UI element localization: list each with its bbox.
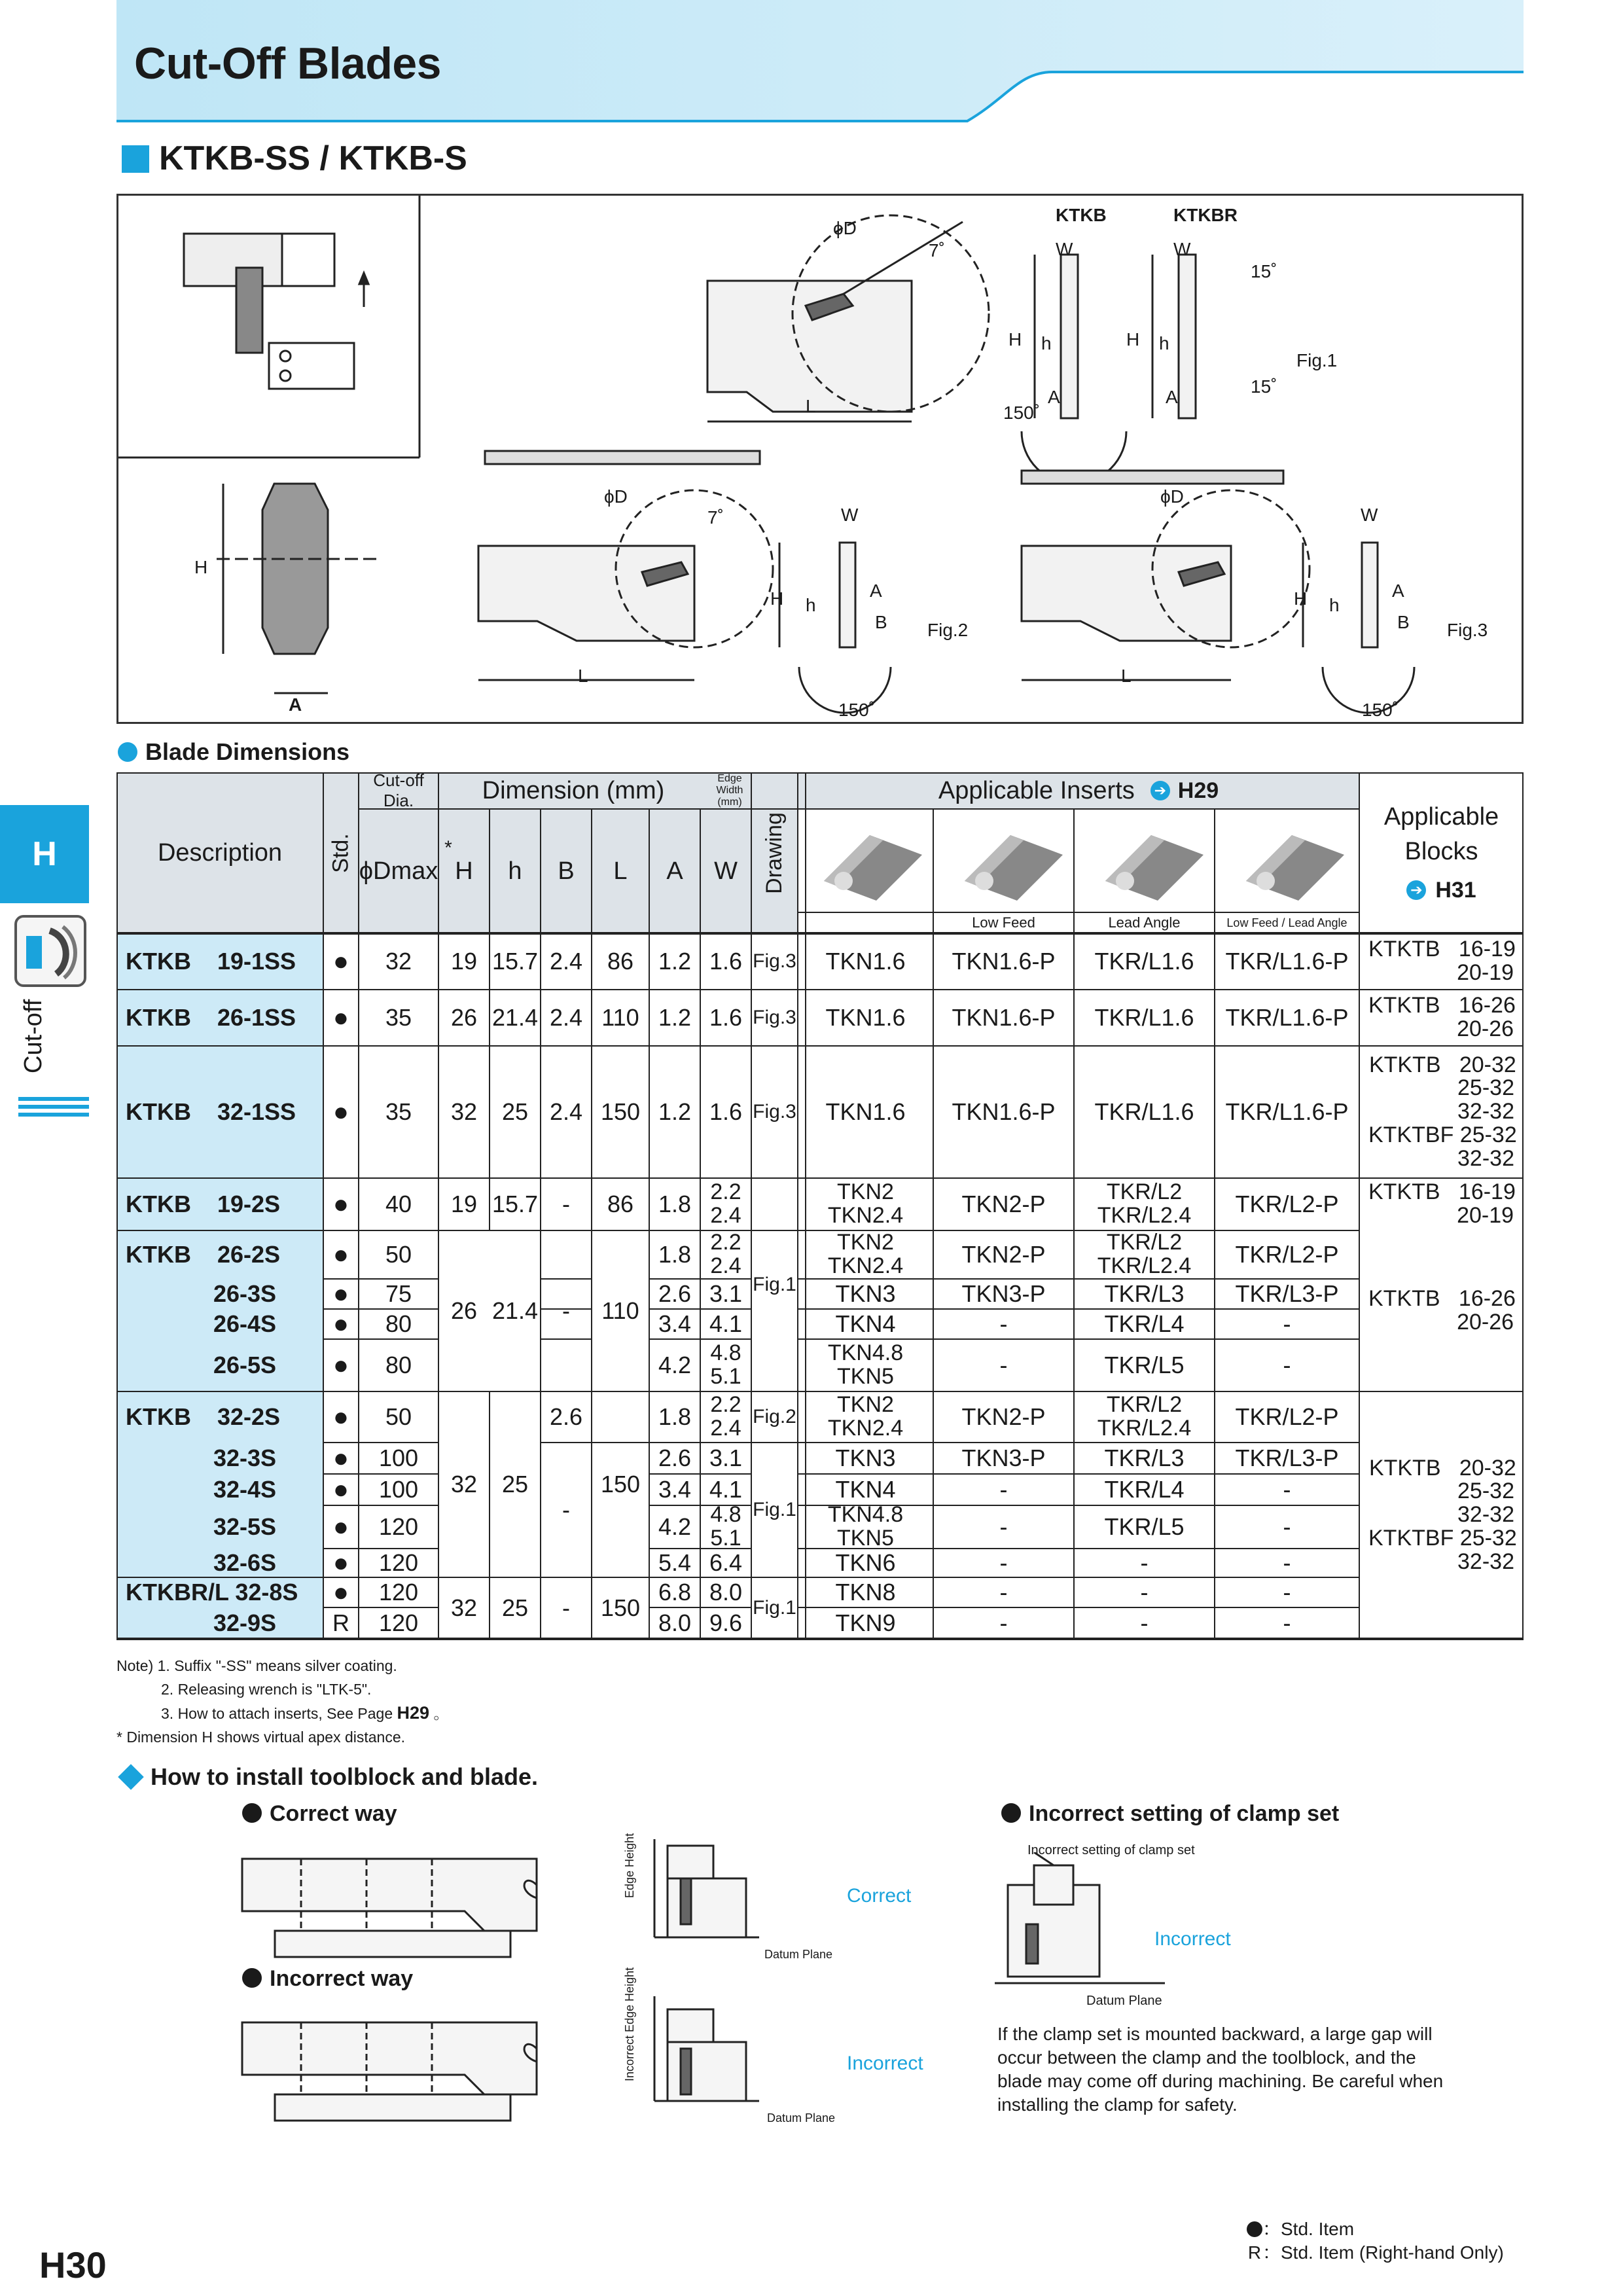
- incorrect-clamp-label: Incorrect: [1154, 1928, 1231, 1950]
- col-B: B: [558, 857, 575, 885]
- cell-i1: TKN8: [835, 1579, 896, 1606]
- cell-i1: TKN6: [835, 1549, 896, 1577]
- page-number: H30: [39, 2244, 107, 2286]
- cell-i3: TKR/L5: [1104, 1513, 1185, 1541]
- cell-i3: TKR/L3: [1104, 1444, 1185, 1472]
- cell-L: 150: [600, 1098, 641, 1126]
- dim-7deg: 7˚: [929, 240, 945, 260]
- star-mark: *: [444, 837, 452, 859]
- cell-B: 2.4: [549, 1004, 583, 1031]
- cell-i1: TKN3: [835, 1280, 896, 1308]
- bullet-icon: [118, 742, 137, 762]
- note-4: * Dimension H shows virtual apex distance.: [116, 1729, 406, 1746]
- cell-drawing: Fig.3: [753, 1007, 796, 1029]
- dim-h-upper: H: [770, 588, 784, 609]
- cell-i2: TKN1.6-P: [952, 1004, 1056, 1031]
- page-title: Cut-Off Blades: [134, 39, 441, 88]
- cell-i2: TKN2-P: [961, 1241, 1046, 1268]
- edge-height-label: Edge Height: [623, 1833, 636, 1898]
- blade-dimensions-table: [116, 772, 1524, 1649]
- dim-w: W: [841, 505, 859, 525]
- incorrect-label: Incorrect: [847, 2053, 923, 2074]
- cell-i4: -: [1283, 1476, 1291, 1503]
- cell-i3: -: [1140, 1609, 1149, 1637]
- bullet-icon: [1001, 1803, 1021, 1823]
- cell-dmax: 40: [385, 1191, 412, 1218]
- incorrect-way-heading: Incorrect way: [242, 1966, 413, 1992]
- cell-i3: -: [1140, 1579, 1149, 1606]
- col-edge-width: Edge Width (mm): [716, 773, 743, 808]
- dim-a: A: [870, 581, 882, 601]
- note-page-link[interactable]: H29: [397, 1703, 430, 1723]
- insert-low-feed-lead-icon: [1246, 835, 1344, 901]
- cell-A: 1.2: [658, 948, 692, 975]
- blade-drawings: [116, 194, 1524, 724]
- cell-A: 5.4: [658, 1549, 692, 1577]
- cell-std: ●: [332, 1549, 349, 1577]
- dim-a: A: [1392, 581, 1404, 601]
- cell-drawing: Fig.3: [753, 950, 796, 973]
- dim-15deg: 15˚: [1251, 376, 1277, 397]
- dim-w: W: [1173, 239, 1191, 259]
- cell-i3: TKR/L1.6: [1094, 948, 1194, 975]
- merged-h: 25: [501, 1594, 529, 1622]
- cell-desc: KTKB 26-1SS: [126, 1004, 296, 1031]
- cell-blocks: KTKTB 16-19 20-19: [1368, 1179, 1516, 1228]
- fig3-label: Fig.3: [1447, 620, 1488, 640]
- cell-desc: KTKBR/L 32-8S: [126, 1579, 298, 1606]
- diamond-icon: [118, 1764, 144, 1790]
- merged-H: 26: [450, 1297, 478, 1325]
- std-dot-icon: [1247, 2221, 1262, 2237]
- merged-H: 32: [450, 1471, 478, 1498]
- cell-desc: KTKB 32-1SS: [126, 1098, 296, 1126]
- section-marker: [122, 145, 149, 173]
- cell-h: 15.7: [491, 1191, 539, 1218]
- cell-i1: TKN4.8 TKN5: [827, 1502, 904, 1551]
- dim-h-lower: h: [1159, 333, 1169, 353]
- cell-i2: -: [999, 1579, 1008, 1606]
- dim-b: B: [875, 612, 887, 632]
- col-cutoff-dia: Cut-off Dia.: [373, 770, 424, 810]
- cutoff-tool-icon: [14, 915, 86, 987]
- dim-h-lower: h: [1041, 333, 1052, 353]
- merged-blocks: KTKTB 20-32 25-32 32-32 KTKTBF 25-32 32-32: [1368, 1455, 1517, 1574]
- cell-W: 2.2 2.4: [710, 1230, 741, 1278]
- cell-desc: KTKB 19-2S: [126, 1191, 281, 1218]
- cell-L: 86: [607, 1191, 634, 1218]
- cell-i4: TKR/L3-P: [1235, 1280, 1339, 1308]
- dim-a-section: A: [289, 694, 302, 715]
- cell-W: 4.1: [709, 1310, 743, 1338]
- cell-i1: TKN1.6: [825, 1004, 906, 1031]
- legend-r: R：Std. Item (Right-hand Only): [1247, 2242, 1504, 2263]
- col-H: H: [455, 857, 473, 885]
- cell-std: ●: [332, 1003, 349, 1032]
- cell-i4: -: [1283, 1579, 1291, 1606]
- cell-std: ●: [332, 1098, 349, 1126]
- cell-desc: 32-4S: [213, 1476, 277, 1503]
- cell-desc: 26-3S: [213, 1280, 277, 1308]
- cell-desc: 32-3S: [213, 1444, 277, 1472]
- dim-150deg: 150˚: [1362, 700, 1399, 720]
- insert-low-feed-icon: [965, 835, 1063, 901]
- cell-i3: TKR/L1.6: [1094, 1004, 1194, 1031]
- cell-i4: -: [1283, 1352, 1291, 1379]
- cell-desc: 32-9S: [213, 1609, 277, 1637]
- cell-A: 1.8: [658, 1191, 692, 1218]
- cell-W: 2.2 2.4: [710, 1392, 741, 1441]
- col-W: W: [714, 857, 738, 885]
- cell-std: ●: [332, 1310, 349, 1338]
- cell-i4: TKR/L2-P: [1235, 1403, 1339, 1431]
- insert-tkn-icon: [824, 835, 922, 901]
- fig1-label: Fig.1: [1296, 350, 1338, 370]
- clamp-warning-text: If the clamp set is mounted backward, a large gap will occur between the clamp and the toolblock, and the blade may come off during machining. Be careful when installing the clamp for safety.: [997, 2024, 1444, 2115]
- cell-H: 32: [450, 1098, 478, 1126]
- cell-A: 1.2: [658, 1004, 692, 1031]
- cell-W: 6.4: [709, 1549, 743, 1577]
- cell-A: 3.4: [658, 1476, 692, 1503]
- col-dimension: Dimension (mm): [482, 776, 665, 804]
- merged-L: 150: [600, 1471, 641, 1498]
- cell-A: 1.8: [658, 1241, 692, 1268]
- col-low-feed-lead: Low Feed / Lead Angle: [1226, 916, 1347, 929]
- cell-h: 25: [501, 1098, 529, 1126]
- cell-B: 2.4: [549, 948, 583, 975]
- cell-std: ●: [332, 1513, 349, 1541]
- col-description: Description: [157, 838, 283, 867]
- incorrect-clamp-heading: Incorrect setting of clamp set: [1001, 1801, 1339, 1827]
- cell-A: 4.2: [658, 1513, 692, 1541]
- cell-i2: TKN2-P: [961, 1403, 1046, 1431]
- cell-dmax: 80: [385, 1352, 412, 1379]
- dim-a: A: [1166, 387, 1178, 407]
- install-heading: How to install toolblock and blade.: [118, 1763, 538, 1791]
- cell-i2: TKN3-P: [961, 1444, 1046, 1472]
- cell-i4: TKR/L2-P: [1235, 1191, 1339, 1218]
- blocks-page-link[interactable]: H31: [1435, 877, 1476, 903]
- cell-i3: TKR/L2 TKR/L2.4: [1097, 1179, 1192, 1228]
- merged-B: -: [562, 1297, 570, 1325]
- dim-150deg: 150˚: [1003, 403, 1041, 423]
- dim-h-section: H: [194, 557, 208, 577]
- inserts-page-link[interactable]: H29: [1177, 778, 1219, 803]
- cell-i4: TKR/L1.6-P: [1225, 948, 1349, 975]
- merged-B: -: [562, 1496, 570, 1524]
- cell-i4: -: [1283, 1549, 1291, 1577]
- cell-A: 1.8: [658, 1403, 692, 1431]
- clamp-caption: Incorrect setting of clamp set: [1027, 1843, 1195, 1857]
- merged-h: 25: [501, 1471, 529, 1498]
- cell-W: 4.8 5.1: [710, 1502, 741, 1551]
- side-stripe: [18, 1113, 89, 1117]
- cell-drawing: Fig.2: [753, 1406, 796, 1428]
- cell-i4: TKR/L1.6-P: [1225, 1098, 1349, 1126]
- cell-W: 9.6: [709, 1609, 743, 1637]
- cell-std: ●: [332, 1351, 349, 1380]
- cell-A: 6.8: [658, 1579, 692, 1606]
- cell-std: ●: [332, 1240, 349, 1269]
- dim-15deg: 15˚: [1251, 261, 1277, 281]
- cell-B: -: [562, 1191, 570, 1218]
- col-A: A: [666, 857, 683, 885]
- cell-L: 86: [607, 948, 634, 975]
- side-stripe: [18, 1105, 89, 1109]
- cell-i2: -: [999, 1352, 1008, 1379]
- cell-dmax: 120: [378, 1609, 419, 1637]
- cell-i4: -: [1283, 1609, 1291, 1637]
- merged-L: 150: [600, 1594, 641, 1622]
- dim-w: W: [1361, 505, 1378, 525]
- technical-drawings: [118, 196, 1522, 722]
- cell-i2: -: [999, 1609, 1008, 1637]
- cell-std: ●: [332, 1444, 349, 1473]
- chapter-label: Cut-off: [20, 999, 47, 1073]
- chapter-tab[interactable]: H: [0, 805, 89, 903]
- cell-desc: 32-6S: [213, 1549, 277, 1577]
- cell-B: 2.6: [549, 1403, 583, 1431]
- dim-150deg: 150˚: [838, 700, 876, 720]
- cell-i2: -: [999, 1549, 1008, 1577]
- col-dmax: ϕDmax: [359, 857, 438, 885]
- cell-std: ●: [332, 947, 349, 976]
- dim-l: L: [1121, 666, 1132, 686]
- cell-dmax: 120: [378, 1579, 419, 1606]
- dim-h-upper: H: [1008, 329, 1022, 350]
- ktkb-label: KTKB: [1056, 205, 1107, 225]
- dim-a: A: [1048, 387, 1060, 407]
- col-h: h: [508, 857, 522, 885]
- merged-B: -: [562, 1594, 570, 1622]
- cell-dmax: 50: [385, 1403, 412, 1431]
- cell-dmax: 80: [385, 1310, 412, 1338]
- datum-plane-label: Datum Plane: [1086, 1994, 1162, 2008]
- cell-std: ●: [332, 1403, 349, 1431]
- merged-h: 21.4: [491, 1297, 539, 1325]
- cell-blocks: KTKTB 16-26 20-26: [1368, 993, 1516, 1041]
- cell-dmax: 120: [378, 1549, 419, 1577]
- legend: [1247, 2217, 1504, 2265]
- cell-i3: TKR/L4: [1104, 1476, 1185, 1503]
- merged-drawing: Fig.1: [753, 1499, 796, 1521]
- col-low-feed: Low Feed: [972, 914, 1035, 931]
- col-std: Std.: [328, 833, 353, 873]
- cell-W: 1.6: [709, 1004, 743, 1031]
- cell-H: 26: [450, 1004, 478, 1031]
- bullet-icon: [242, 1803, 262, 1823]
- cell-i4: -: [1283, 1513, 1291, 1541]
- cell-std: R: [332, 1609, 349, 1637]
- cell-dmax: 100: [378, 1476, 419, 1503]
- cell-i4: TKR/L2-P: [1235, 1241, 1339, 1268]
- cell-L: 110: [601, 1004, 639, 1031]
- cell-std: ●: [332, 1578, 349, 1607]
- dim-h-lower: h: [806, 595, 816, 615]
- cell-i2: -: [999, 1513, 1008, 1541]
- cell-W: 3.1: [709, 1280, 743, 1308]
- page-link-icon: ➔: [1406, 880, 1426, 900]
- cell-i1: TKN1.6: [825, 948, 906, 975]
- cell-h: 21.4: [491, 1004, 539, 1031]
- install-drawings: [236, 1833, 812, 2134]
- correct-way-heading: Correct way: [242, 1801, 397, 1827]
- cell-i1: TKN1.6: [825, 1098, 906, 1126]
- cell-i3: TKR/L3: [1104, 1280, 1185, 1308]
- cell-i3: TKR/L4: [1104, 1310, 1185, 1338]
- incorrect-edge-height-label: Incorrect Edge Height: [623, 1967, 636, 2081]
- correct-label: Correct: [847, 1885, 912, 1907]
- cell-drawing: Fig.3: [753, 1101, 796, 1123]
- dim-l: L: [806, 396, 816, 416]
- cell-i2: TKN2-P: [961, 1191, 1046, 1218]
- cell-dmax: 35: [385, 1004, 412, 1031]
- cell-dmax: 75: [385, 1280, 412, 1308]
- merged-blocks: KTKTB 16-26 20-26: [1368, 1286, 1516, 1335]
- cell-desc: 26-4S: [213, 1310, 277, 1338]
- col-lead-angle: Lead Angle: [1108, 914, 1181, 931]
- cell-blocks: KTKTB 20-32 25-32 32-32 KTKTBF 25-32 32-32: [1368, 1052, 1517, 1171]
- cell-W: 4.1: [709, 1476, 743, 1503]
- cell-i3: TKR/L2 TKR/L2.4: [1097, 1392, 1192, 1441]
- cell-W: 1.6: [709, 1098, 743, 1126]
- cell-A: 3.4: [658, 1310, 692, 1338]
- dim-l: L: [578, 666, 588, 686]
- cell-desc: KTKB 32-2S: [126, 1403, 281, 1431]
- blade-dimensions-heading: Blade Dimensions: [118, 738, 349, 766]
- cell-i1: TKN4: [835, 1310, 896, 1338]
- cell-i3: TKR/L2 TKR/L2.4: [1097, 1230, 1192, 1278]
- cell-blocks: KTKTB 16-19 20-19: [1368, 937, 1516, 985]
- cell-desc: KTKB 26-2S: [126, 1241, 281, 1268]
- col-drawing: Drawing: [762, 812, 787, 894]
- cell-W: 1.6: [709, 948, 743, 975]
- cell-dmax: 50: [385, 1241, 412, 1268]
- cell-i1: TKN2 TKN2.4: [827, 1392, 904, 1441]
- dim-h-lower: h: [1329, 595, 1340, 615]
- ktkbr-label: KTKBR: [1173, 205, 1238, 225]
- cell-desc: 26-5S: [213, 1352, 277, 1379]
- side-stripe: [18, 1097, 89, 1101]
- dim-phid: ϕD: [833, 218, 857, 238]
- cell-std: ●: [332, 1475, 349, 1504]
- cell-desc: 32-5S: [213, 1513, 277, 1541]
- cell-i1: TKN2 TKN2.4: [827, 1230, 904, 1278]
- page-link-icon: ➔: [1150, 781, 1170, 800]
- fig2-label: Fig.2: [927, 620, 969, 640]
- col-L: L: [613, 857, 628, 885]
- dim-w: W: [1056, 239, 1073, 259]
- table-notes: [116, 1654, 448, 1749]
- legend-std: ：Std. Item: [1247, 2217, 1504, 2241]
- dim-h-upper: H: [1294, 588, 1308, 609]
- cell-dmax: 32: [385, 948, 412, 975]
- datum-plane-label: Datum Plane: [767, 2111, 836, 2125]
- dim-b: B: [1397, 612, 1410, 632]
- cell-i3: TKR/L1.6: [1094, 1098, 1194, 1126]
- cell-i1: TKN4: [835, 1476, 896, 1503]
- merged-H: 32: [450, 1594, 478, 1622]
- dim-phid: ϕD: [604, 486, 628, 507]
- insert-images: [798, 809, 1359, 912]
- cell-W: 3.1: [709, 1444, 743, 1472]
- cell-i2: -: [999, 1310, 1008, 1338]
- insert-lead-angle-icon: [1105, 835, 1204, 901]
- cell-dmax: 35: [385, 1098, 412, 1126]
- cell-i1: TKN9: [835, 1609, 896, 1637]
- cell-B: 2.4: [549, 1098, 583, 1126]
- col-applicable-inserts: Applicable Inserts ➔ H29: [938, 776, 1219, 804]
- cell-A: 8.0: [658, 1609, 692, 1637]
- cell-i3: -: [1140, 1549, 1149, 1577]
- note-3: 3. How to attach inserts, See Page H29 。: [161, 1703, 449, 1723]
- cell-i1: TKN3: [835, 1444, 896, 1472]
- datum-plane-label: Datum Plane: [764, 1948, 833, 1961]
- cell-W: 8.0: [709, 1579, 743, 1606]
- cell-i4: -: [1283, 1310, 1291, 1338]
- cell-i2: -: [999, 1476, 1008, 1503]
- cell-i2: TKN1.6-P: [952, 1098, 1056, 1126]
- cell-i4: TKR/L3-P: [1235, 1444, 1339, 1472]
- cell-i1: TKN4.8 TKN5: [827, 1340, 904, 1389]
- cell-i2: TKN1.6-P: [952, 948, 1056, 975]
- cell-dmax: 120: [378, 1513, 419, 1541]
- merged-L: 110: [601, 1297, 639, 1325]
- cell-dmax: 100: [378, 1444, 419, 1472]
- cell-W: 2.2 2.4: [710, 1179, 741, 1228]
- blocks-link: [1359, 870, 1524, 910]
- cell-std: ●: [332, 1280, 349, 1308]
- cell-H: 19: [450, 1191, 478, 1218]
- cell-A: 2.6: [658, 1444, 692, 1472]
- cell-desc: KTKB 19-1SS: [126, 948, 296, 975]
- merged-drawing: Fig.1: [753, 1597, 796, 1619]
- note-1: Note) 1. Suffix "-SS" means silver coating.: [116, 1657, 397, 1674]
- cell-i2: TKN3-P: [961, 1280, 1046, 1308]
- cell-i3: TKR/L5: [1104, 1352, 1185, 1379]
- note-2: 2. Releasing wrench is "LTK-5".: [161, 1681, 372, 1698]
- cell-H: 19: [450, 948, 478, 975]
- cell-std: ●: [332, 1190, 349, 1219]
- cell-h: 15.7: [491, 948, 539, 975]
- cell-i4: TKR/L1.6-P: [1225, 1004, 1349, 1031]
- section-title: KTKB-SS / KTKB-S: [159, 139, 467, 177]
- dim-phid: ϕD: [1160, 486, 1184, 507]
- col-applicable-blocks: Applicable Blocks: [1383, 802, 1499, 865]
- cell-A: 1.2: [658, 1098, 692, 1126]
- dim-7deg: 7˚: [707, 507, 724, 528]
- cell-i1: TKN2 TKN2.4: [827, 1179, 904, 1228]
- merged-drawing: Fig.1: [753, 1274, 796, 1296]
- cell-A: 4.2: [658, 1352, 692, 1379]
- cell-A: 2.6: [658, 1280, 692, 1308]
- cell-W: 4.8 5.1: [710, 1340, 741, 1389]
- dim-h-upper: H: [1126, 329, 1140, 350]
